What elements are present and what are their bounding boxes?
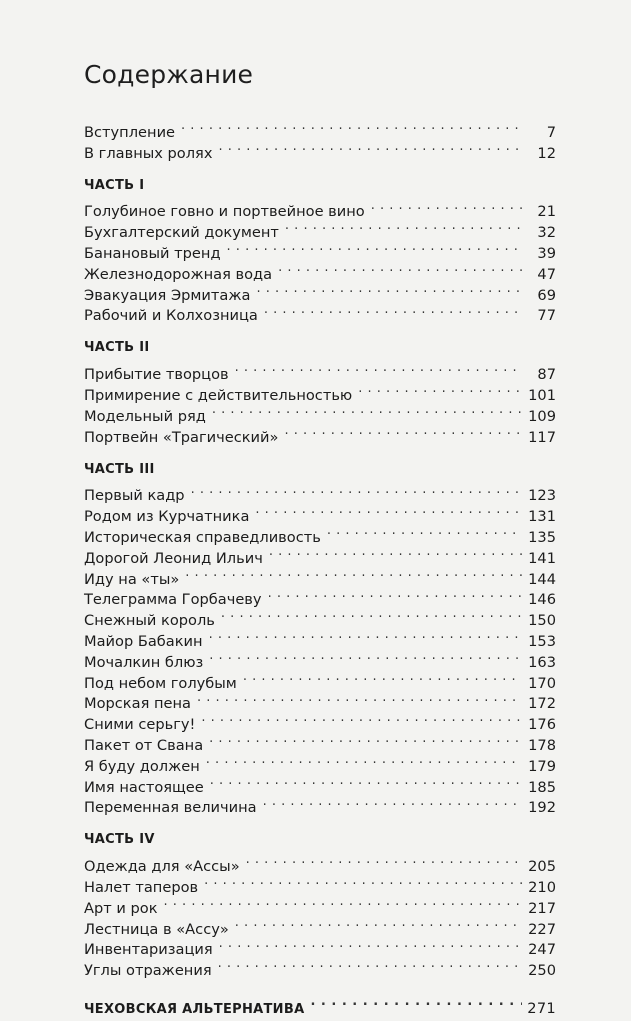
dot-leader: [371, 196, 522, 217]
dot-leader: [209, 625, 522, 646]
toc-entry-page-number: 39: [537, 244, 556, 262]
toc-entry: [84, 116, 556, 141]
toc-entry-label: Переменная величина: [84, 799, 257, 817]
toc-entry-page-number: 69: [537, 286, 556, 304]
toc-entry-page-number: 247: [528, 941, 556, 959]
toc-entry-label: Пакет от Свана: [84, 736, 204, 754]
toc-entry-page-number: 109: [528, 407, 556, 425]
dot-leader: [204, 871, 522, 892]
part-heading: ЧАСТЬ IV: [84, 832, 155, 848]
toc-entry-label: Имя настоящее: [84, 778, 204, 796]
toc-entry-final: [84, 992, 556, 1017]
dot-leader: [278, 258, 522, 279]
dot-leader: [327, 521, 522, 542]
toc-entry-label: Эвакуация Эрмитажа: [84, 286, 251, 304]
toc-section: [84, 175, 556, 325]
toc-entry-label: Первый кадр: [84, 487, 185, 505]
toc-section: [84, 116, 556, 162]
toc-section: [84, 829, 556, 980]
toc-entry-label: Модельный ряд: [84, 407, 206, 425]
toc-entry-label: Бухгалтерский документ: [84, 224, 279, 242]
toc-entry-label: Телеграмма Горбачеву: [84, 591, 262, 609]
toc-entry-page-number: 7: [546, 123, 556, 141]
toc-entry-label: Вступление: [84, 123, 176, 141]
dot-leader: [209, 646, 522, 667]
dot-leader: [269, 542, 522, 563]
toc-entry-page-number: 77: [537, 307, 556, 325]
toc-entry-page-number: 176: [528, 716, 556, 734]
toc-entry-page-number: 146: [528, 591, 556, 609]
dot-leader: [201, 708, 522, 729]
toc-entry-label: Инвентаризация: [84, 941, 213, 959]
toc-entry-page-number: 47: [537, 265, 556, 283]
toc-entry-page-number: 178: [528, 736, 556, 754]
toc-entry-page-number: 141: [528, 549, 556, 567]
dot-leader: [218, 137, 522, 158]
toc-entry-page-number: 117: [528, 428, 556, 446]
toc-entry-page-number: 163: [528, 653, 556, 671]
dot-leader: [212, 400, 522, 421]
toc-entry-page-number: 150: [528, 612, 556, 630]
toc-entry-label: Налет таперов: [84, 878, 199, 896]
dot-leader: [185, 563, 522, 584]
dot-leader: [218, 954, 522, 975]
page-title: Содержание: [84, 60, 254, 89]
dot-leader: [256, 279, 522, 300]
toc-entry-label: В главных ролях: [84, 144, 213, 162]
dot-leader: [221, 604, 522, 625]
toc-entry-label: Сними серьгу!: [84, 716, 196, 734]
toc-entry-label: Иду на «ты»: [84, 570, 180, 588]
dot-leader: [264, 300, 522, 321]
dot-leader: [235, 358, 522, 379]
toc-entry-label: Железнодорожная вода: [84, 265, 273, 283]
toc-entry-label: Мочалкин блюз: [84, 653, 204, 671]
toc-entry-label: Я буду должен: [84, 757, 200, 775]
toc-entry-page-number: 217: [528, 899, 556, 917]
toc-entry-label: ЧЕХОВСКАЯ АЛЬТЕРНАТИВА: [84, 1001, 305, 1017]
toc-entry-page-number: 170: [528, 674, 556, 692]
dot-leader: [235, 913, 522, 934]
dot-leader: [263, 792, 522, 813]
toc-entry: [84, 850, 556, 876]
toc-entry-label: Банановый тренд: [84, 244, 221, 262]
toc-entry-label: Под небом голубым: [84, 674, 237, 692]
part-heading: ЧАСТЬ III: [84, 461, 155, 477]
toc-entry-label: Родом из Курчатника: [84, 508, 250, 526]
toc-section: [84, 459, 556, 817]
toc-entry-page-number: 271: [527, 999, 556, 1017]
toc-entry-page-number: 12: [537, 144, 556, 162]
part-heading: ЧАСТЬ I: [84, 177, 145, 193]
toc-entry-label: Майор Бабакин: [84, 632, 203, 650]
toc-entry-page-number: 32: [537, 224, 556, 242]
toc-entry-label: Рабочий и Колхозница: [84, 307, 258, 325]
toc-entry-label: Лестница в «Ассу»: [84, 920, 229, 938]
dot-leader: [209, 729, 522, 750]
toc-entry-label: Голубиное говно и портвейное вино: [84, 203, 365, 221]
dot-leader: [206, 750, 522, 771]
dot-leader: [284, 421, 522, 442]
toc-section: [84, 337, 556, 446]
toc-entry-page-number: 87: [537, 366, 556, 384]
toc-section-final: [84, 992, 556, 1017]
toc-entry-page-number: 179: [528, 757, 556, 775]
dot-leader: [358, 379, 522, 400]
table-of-contents: [84, 116, 556, 1017]
dot-leader: [285, 216, 522, 237]
toc-entry-page-number: 144: [528, 570, 556, 588]
toc-entry-label: Арт и рок: [84, 899, 158, 917]
dot-leader: [219, 934, 522, 955]
dot-leader: [227, 237, 522, 258]
toc-entry-page-number: 131: [528, 508, 556, 526]
toc-entry: [84, 358, 556, 384]
dot-leader: [191, 480, 522, 501]
toc-entry-page-number: 153: [528, 632, 556, 650]
dot-leader: [197, 688, 522, 709]
toc-entry-page-number: 227: [528, 920, 556, 938]
toc-entry-page-number: 21: [537, 203, 556, 221]
part-heading: ЧАСТЬ II: [84, 340, 150, 356]
toc-entry-page-number: 135: [528, 528, 556, 546]
toc-entry-page-number: 185: [528, 778, 556, 796]
toc-entry-label: Историческая справедливость: [84, 528, 321, 546]
dot-leader: [268, 584, 522, 605]
toc-entry-label: Морская пена: [84, 695, 191, 713]
toc-entry-label: Углы отражения: [84, 962, 212, 980]
toc-entry: [84, 196, 556, 221]
dot-leader: [210, 771, 522, 792]
dot-leader: [243, 667, 522, 688]
toc-entry-label: Одежда для «Ассы»: [84, 858, 240, 876]
toc-entry-label: Примирение с действительностью: [84, 386, 353, 404]
toc-entry: [84, 480, 556, 505]
toc-entry-page-number: 192: [528, 799, 556, 817]
toc-entry-page-number: 123: [528, 487, 556, 505]
dot-leader: [255, 500, 522, 521]
dot-leader: [246, 850, 522, 871]
toc-entry-label: Портвейн «Трагический»: [84, 428, 279, 446]
toc-entry-label: Дорогой Леонид Ильич: [84, 549, 263, 567]
dot-leader: [310, 992, 522, 1013]
toc-entry-label: Прибытие творцов: [84, 366, 229, 384]
toc-entry-label: Снежный король: [84, 612, 215, 630]
toc-entry-page-number: 172: [528, 695, 556, 713]
toc-entry-page-number: 101: [528, 386, 556, 404]
toc-entry-page-number: 250: [528, 962, 556, 980]
dot-leader: [164, 892, 522, 913]
toc-entry-page-number: 210: [528, 878, 556, 896]
toc-entry-page-number: 205: [528, 858, 556, 876]
dot-leader: [181, 116, 522, 137]
